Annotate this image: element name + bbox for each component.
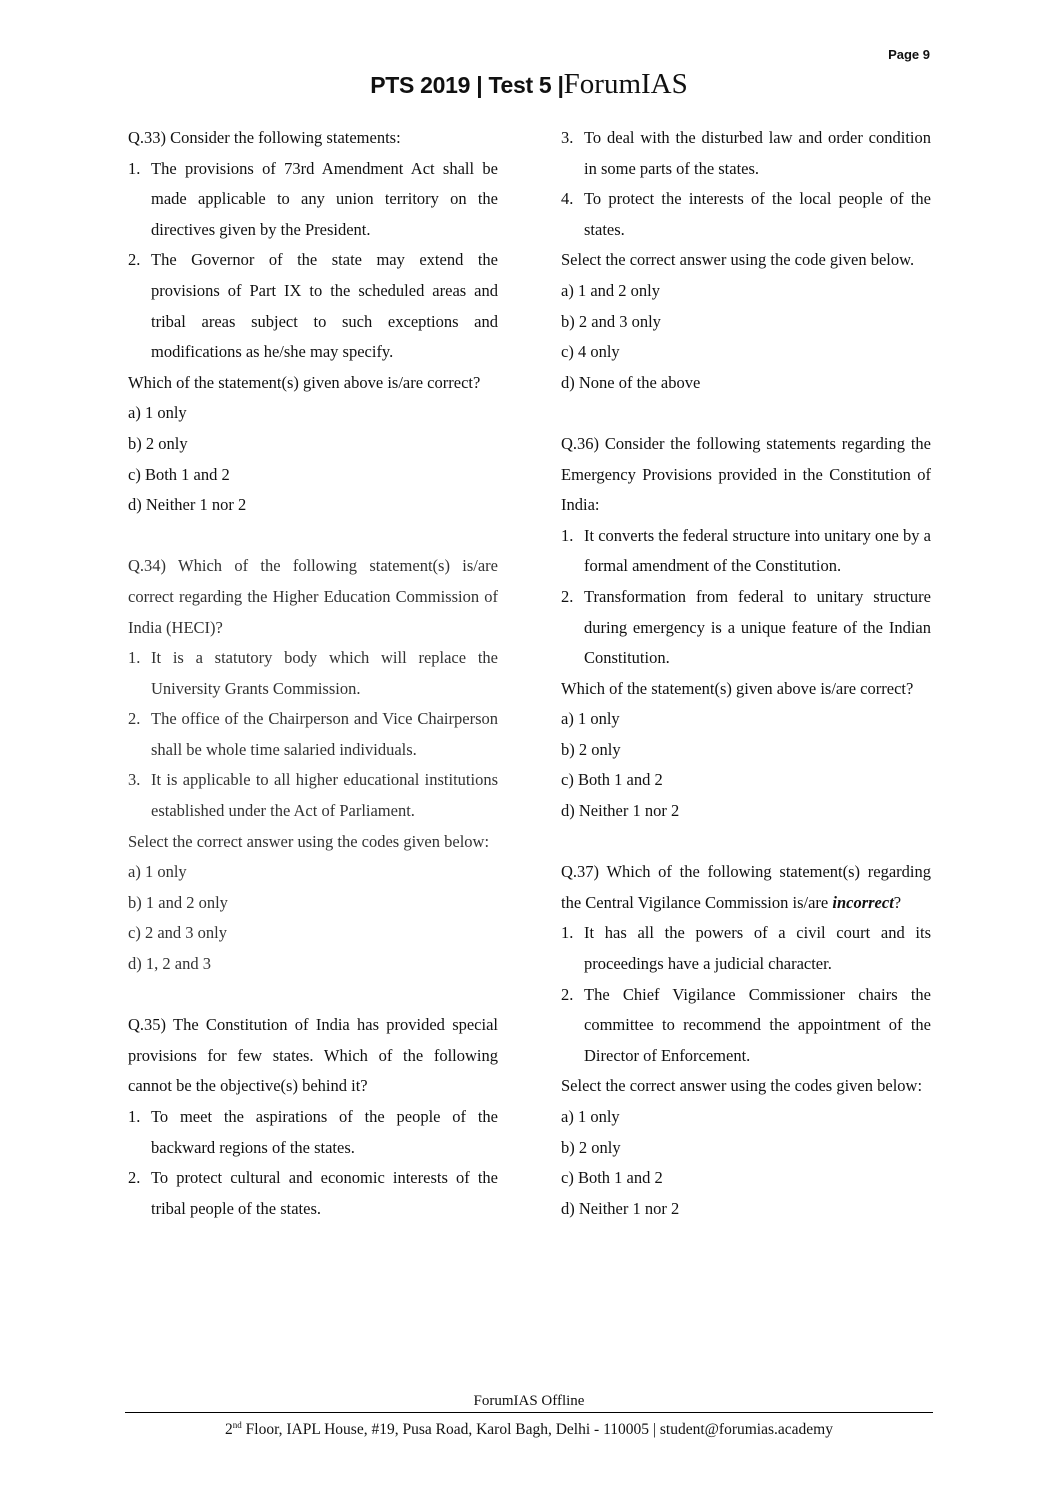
option-b: b) 1 and 2 only [128, 892, 228, 912]
option-c: c) Both 1 and 2 [128, 464, 230, 484]
option-c: c) 2 and 3 only [128, 923, 227, 943]
option-b: b) 2 only [128, 433, 188, 453]
page-footer [125, 1391, 933, 1440]
question-stem: Q.35) The Constitution of India has provided special provisions for few states. Which of the following cannot be the objective(s) behind it? [128, 1015, 498, 1096]
question-prompt: Select the correct answer using the codes given below: [128, 831, 490, 851]
option-c: c) 4 only [561, 342, 620, 362]
statement-list [561, 521, 931, 674]
statement-item: 3. To deal with the disturbed law and order condition in some parts of the states. [561, 128, 931, 178]
question-prompt: Select the correct answer using the code given below. [561, 250, 915, 270]
option-list [128, 398, 498, 520]
option-c: c) Both 1 and 2 [561, 1168, 663, 1188]
question-stem: Q.33) Consider the following statements: [128, 128, 401, 147]
emphasis-incorrect: incorrect [832, 892, 894, 912]
right-column [561, 123, 931, 1224]
left-column [128, 123, 498, 1224]
statement-list [561, 123, 931, 245]
page-number: Page 9 [888, 47, 930, 62]
option-d: d) 1, 2 and 3 [128, 954, 211, 974]
statement-item: 1. It has all the powers of a civil court and its proceedings have a judicial character. [561, 923, 931, 974]
option-b: b) 2 only [561, 739, 621, 759]
option-list [561, 704, 931, 826]
option-d: d) Neither 1 nor 2 [561, 1198, 680, 1218]
footer-address: 2nd Floor, IAPL House, #19, Pusa Road, Karol Bagh, Delhi - 110005 | student@forumias.academy [225, 1420, 833, 1439]
question-36 [561, 429, 931, 827]
statement-list [128, 154, 498, 368]
question-prompt: Which of the statement(s) given above is/are correct? [561, 678, 914, 698]
option-list [561, 276, 931, 398]
option-a: a) 1 only [561, 1107, 620, 1126]
statement-item: 1. To meet the aspirations of the people of the backward regions of the states. [128, 1107, 498, 1157]
statement-item: 1. It is a statutory body which will replace the University Grants Commission. [128, 648, 498, 698]
statement-item: 1. The provisions of 73rd Amendment Act shall be made applicable to any union territory on the directives given by the President. [128, 158, 498, 239]
question-prompt: Select the correct answer using the codes given below: [561, 1076, 923, 1096]
statement-list [561, 918, 931, 1071]
option-d: d) Neither 1 nor 2 [128, 495, 247, 515]
statement-item: 2. The office of the Chairperson and Vice Chairperson shall be whole time salaried individuals. [128, 709, 498, 759]
option-d: d) Neither 1 nor 2 [561, 801, 680, 821]
option-a: a) 1 only [561, 709, 620, 729]
statement-item: 2. The Governor of the state may extend the provisions of Part IX to the scheduled areas and tribal areas subject to such exceptions and modifications as he/she may specify. [128, 250, 498, 362]
footer-divider [125, 1412, 933, 1413]
statement-list [128, 1102, 498, 1224]
option-a: a) 1 and 2 only [561, 280, 660, 300]
question-35-part1 [128, 1010, 498, 1224]
question-35-part2 [561, 123, 931, 398]
question-34 [128, 551, 498, 979]
statement-list [128, 643, 498, 827]
question-stem: Q.34) Which of the following statement(s) is/are correct regarding the Higher Education Commission of India (HECI)? [128, 556, 498, 637]
statement-item: 2. Transformation from federal to unitary structure during emergency is a unique feature of the Indian Constitution. [561, 586, 931, 668]
option-b: b) 2 only [561, 1137, 621, 1157]
question-33 [128, 123, 498, 521]
statement-item: 2. To protect cultural and economic interests of the tribal people of the states. [128, 1168, 498, 1218]
footer-title: ForumIAS Offline [473, 1393, 585, 1409]
option-list [561, 1102, 931, 1224]
option-a: a) 1 only [128, 403, 187, 423]
option-d: d) None of the above [561, 372, 701, 392]
statement-item: 2. The Chief Vigilance Commissioner chairs the committee to recommend the appointment of the Director of Enforcement. [561, 984, 931, 1065]
brand-name: ForumIAS [563, 68, 688, 100]
statement-item: 4. To protect the interests of the local people of the states. [561, 189, 931, 239]
option-list [128, 857, 498, 979]
question-stem: Q.36) Consider the following statements regarding the Emergency Provisions provided in the Constitution of India: [561, 433, 931, 515]
option-b: b) 2 and 3 only [561, 311, 661, 331]
statement-item: 3. It is applicable to all higher educational institutions established under the Act of Parliament. [128, 770, 498, 821]
question-prompt: Which of the statement(s) given above is/are correct? [128, 372, 481, 392]
page-header [0, 68, 1058, 101]
question-stem: Q.37) Which of the following statement(s) regarding the Central Vigilance Commission is/are incorrect? [561, 862, 931, 912]
test-title: PTS 2019 | Test 5 | [370, 72, 564, 98]
question-37 [561, 857, 931, 1224]
statement-item: 1. It converts the federal structure into unitary one by a formal amendment of the Constitution. [561, 525, 931, 576]
option-a: a) 1 only [128, 862, 187, 882]
option-c: c) Both 1 and 2 [561, 770, 663, 790]
